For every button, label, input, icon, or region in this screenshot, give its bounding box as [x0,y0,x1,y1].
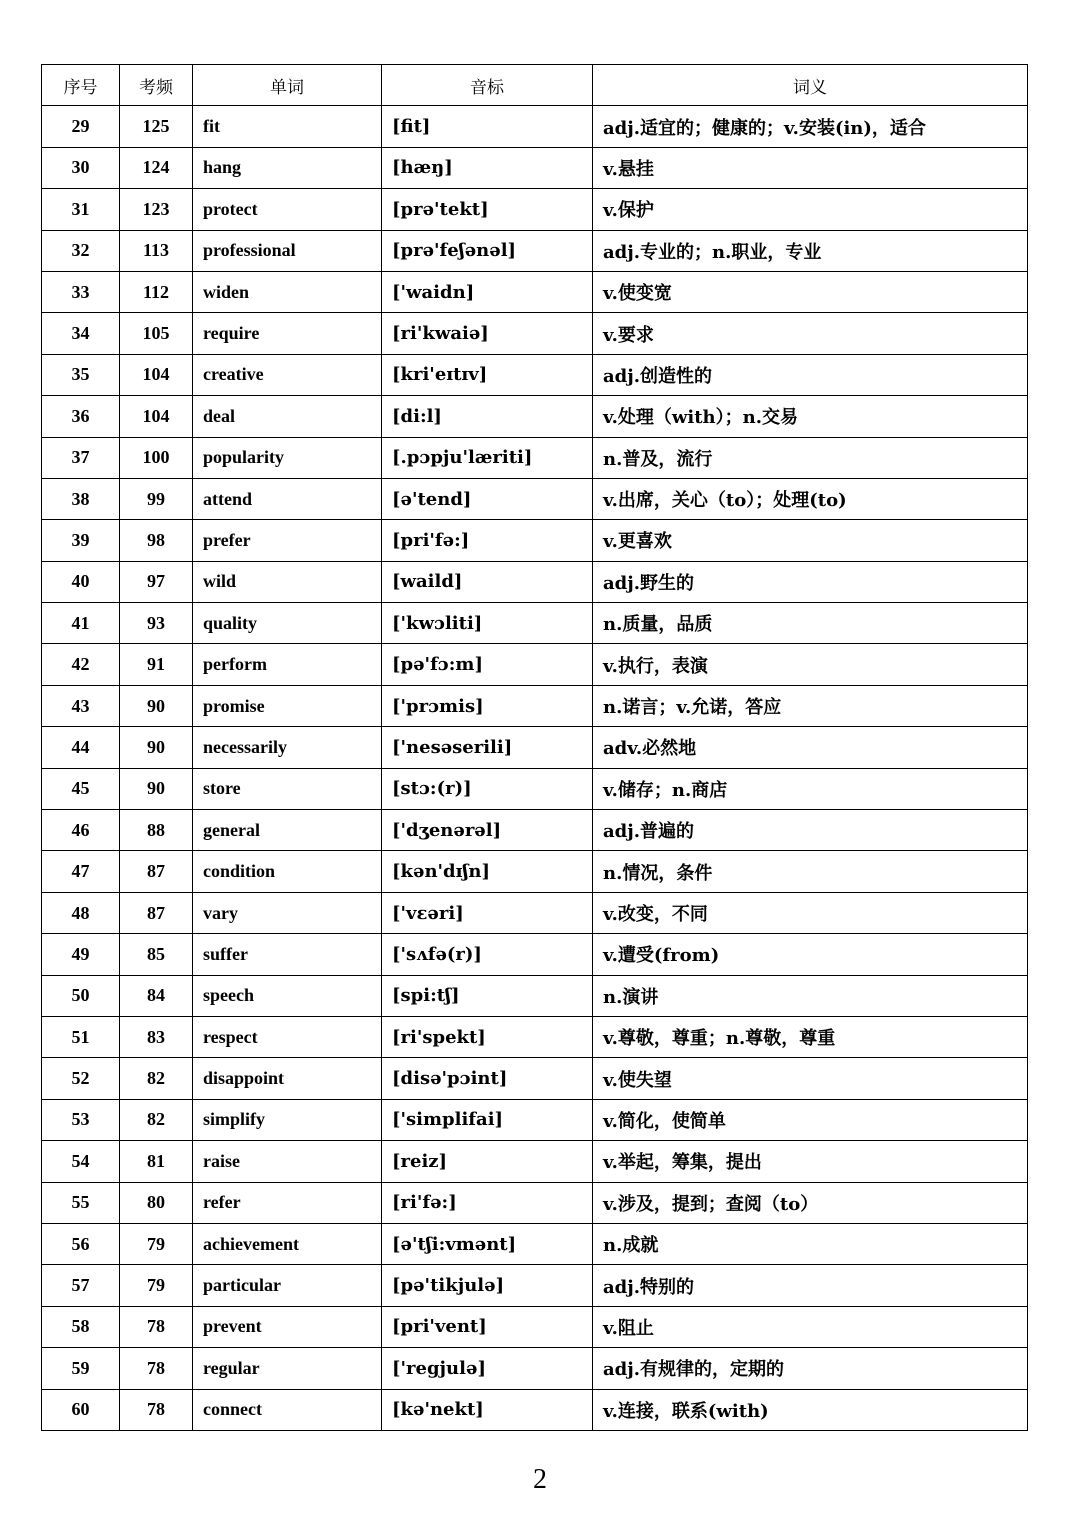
table-row [42,313,1028,354]
cell-word: store [193,768,382,809]
cell-frequency: 90 [120,727,193,768]
cell-meaning: v.执行，表演 [593,644,1028,685]
table-row [42,975,1028,1016]
cell-index: 45 [42,768,120,809]
cell-index: 43 [42,685,120,726]
cell-word: creative [193,354,382,395]
cell-meaning: v.要求 [593,313,1028,354]
table-row [42,603,1028,644]
cell-phonetic: ['simplifai] [382,1099,593,1140]
cell-phonetic: ['nesəserili] [382,727,593,768]
cell-meaning: v.涉及，提到；查阅（to） [593,1182,1028,1223]
cell-word: necessarily [193,727,382,768]
cell-index: 53 [42,1099,120,1140]
table-row [42,1223,1028,1264]
cell-frequency: 83 [120,1016,193,1057]
table-row [42,106,1028,147]
cell-meaning: n.演讲 [593,975,1028,1016]
cell-word: speech [193,975,382,1016]
cell-word: regular [193,1348,382,1389]
cell-word: simplify [193,1099,382,1140]
table-row [42,1099,1028,1140]
cell-index: 59 [42,1348,120,1389]
cell-meaning: adj.适宜的；健康的；v.安装(in)，适合 [593,106,1028,147]
cell-word: condition [193,851,382,892]
cell-meaning: n.成就 [593,1223,1028,1264]
cell-phonetic: ['regjulə] [382,1348,593,1389]
cell-frequency: 84 [120,975,193,1016]
cell-meaning: v.处理（with）；n.交易 [593,396,1028,437]
table-row [42,685,1028,726]
table-row [42,1265,1028,1306]
cell-meaning: v.尊敬，尊重；n.尊敬，尊重 [593,1016,1028,1057]
cell-meaning: n.诺言；v.允诺，答应 [593,685,1028,726]
cell-index: 31 [42,189,120,230]
cell-word: particular [193,1265,382,1306]
table-row [42,396,1028,437]
cell-index: 58 [42,1306,120,1347]
cell-meaning: v.使变宽 [593,271,1028,312]
cell-phonetic: [hæŋ] [382,147,593,188]
cell-index: 37 [42,437,120,478]
table-row [42,1182,1028,1223]
cell-meaning: adj.专业的；n.职业，专业 [593,230,1028,271]
cell-frequency: 78 [120,1306,193,1347]
table-row [42,644,1028,685]
table-row [42,1389,1028,1430]
cell-phonetic: [pri'vent] [382,1306,593,1347]
cell-phonetic: [ə'tʃi:vmənt] [382,1223,593,1264]
table-row [42,727,1028,768]
cell-word: prevent [193,1306,382,1347]
table-row [42,1058,1028,1099]
cell-meaning: v.更喜欢 [593,520,1028,561]
cell-phonetic: [stɔ:(r)] [382,768,593,809]
table-row [42,768,1028,809]
table-row [42,520,1028,561]
table-row [42,478,1028,519]
cell-index: 47 [42,851,120,892]
cell-frequency: 112 [120,271,193,312]
cell-frequency: 79 [120,1265,193,1306]
cell-meaning: adj.特别的 [593,1265,1028,1306]
cell-phonetic: ['dʒenərəl] [382,810,593,851]
cell-meaning: v.保护 [593,189,1028,230]
cell-meaning: v.阻止 [593,1306,1028,1347]
cell-meaning: n.质量，品质 [593,603,1028,644]
cell-frequency: 78 [120,1389,193,1430]
cell-index: 57 [42,1265,120,1306]
cell-phonetic: [ri'kwaiə] [382,313,593,354]
cell-meaning: v.储存；n.商店 [593,768,1028,809]
cell-word: deal [193,396,382,437]
header-frequency: 考频 [120,65,193,106]
cell-word: perform [193,644,382,685]
cell-phonetic: [pə'fɔ:m] [382,644,593,685]
cell-frequency: 104 [120,354,193,395]
cell-word: quality [193,603,382,644]
cell-phonetic: [ə'tend] [382,478,593,519]
cell-phonetic: [reiz] [382,1141,593,1182]
cell-frequency: 123 [120,189,193,230]
header-word: 单词 [193,65,382,106]
cell-phonetic: ['kwɔliti] [382,603,593,644]
cell-frequency: 104 [120,396,193,437]
cell-frequency: 87 [120,851,193,892]
cell-index: 30 [42,147,120,188]
table-header-row [42,65,1028,106]
table-row [42,934,1028,975]
cell-word: general [193,810,382,851]
table-row [42,354,1028,395]
cell-index: 36 [42,396,120,437]
cell-frequency: 113 [120,230,193,271]
cell-phonetic: [di:l] [382,396,593,437]
cell-meaning: v.改变，不同 [593,892,1028,933]
cell-index: 60 [42,1389,120,1430]
header-meaning: 词义 [593,65,1028,106]
cell-frequency: 82 [120,1058,193,1099]
cell-index: 49 [42,934,120,975]
cell-meaning: adj.有规律的，定期的 [593,1348,1028,1389]
cell-index: 41 [42,603,120,644]
cell-frequency: 105 [120,313,193,354]
cell-phonetic: [.pɔpju'læriti] [382,437,593,478]
cell-index: 46 [42,810,120,851]
cell-frequency: 90 [120,768,193,809]
cell-frequency: 82 [120,1099,193,1140]
cell-meaning: v.出席，关心（to）；处理(to) [593,478,1028,519]
cell-index: 34 [42,313,120,354]
cell-phonetic: [prə'tekt] [382,189,593,230]
table-row [42,851,1028,892]
cell-index: 33 [42,271,120,312]
cell-word: connect [193,1389,382,1430]
cell-word: disappoint [193,1058,382,1099]
cell-word: require [193,313,382,354]
cell-word: widen [193,271,382,312]
cell-phonetic: [pri'fə:] [382,520,593,561]
page-number: 2 [533,1464,547,1495]
cell-meaning: v.悬挂 [593,147,1028,188]
cell-word: respect [193,1016,382,1057]
table-row [42,1016,1028,1057]
cell-phonetic: [kri'eɪtɪv] [382,354,593,395]
table-row [42,1141,1028,1182]
cell-phonetic: [ri'spekt] [382,1016,593,1057]
cell-word: raise [193,1141,382,1182]
cell-phonetic: ['waidn] [382,271,593,312]
cell-word: refer [193,1182,382,1223]
cell-frequency: 81 [120,1141,193,1182]
cell-word: protect [193,189,382,230]
cell-frequency: 97 [120,561,193,602]
cell-word: promise [193,685,382,726]
cell-word: hang [193,147,382,188]
table-row [42,271,1028,312]
cell-frequency: 79 [120,1223,193,1264]
cell-word: professional [193,230,382,271]
table-body [42,106,1028,1431]
table-row [42,230,1028,271]
cell-frequency: 78 [120,1348,193,1389]
cell-phonetic: [disə'pɔint] [382,1058,593,1099]
cell-meaning: v.简化，使简单 [593,1099,1028,1140]
cell-meaning: adj.野生的 [593,561,1028,602]
cell-meaning: adj.普遍的 [593,810,1028,851]
cell-frequency: 85 [120,934,193,975]
cell-index: 55 [42,1182,120,1223]
cell-frequency: 93 [120,603,193,644]
cell-frequency: 98 [120,520,193,561]
cell-index: 50 [42,975,120,1016]
cell-index: 48 [42,892,120,933]
cell-index: 38 [42,478,120,519]
cell-index: 54 [42,1141,120,1182]
cell-word: prefer [193,520,382,561]
cell-frequency: 90 [120,685,193,726]
cell-index: 29 [42,106,120,147]
table-row [42,561,1028,602]
cell-phonetic: [kən'dɪʃn] [382,851,593,892]
cell-phonetic: [ri'fə:] [382,1182,593,1223]
cell-meaning: adv.必然地 [593,727,1028,768]
cell-meaning: v.使失望 [593,1058,1028,1099]
cell-meaning: n.普及，流行 [593,437,1028,478]
cell-word: fit [193,106,382,147]
cell-frequency: 87 [120,892,193,933]
cell-meaning: n.情况，条件 [593,851,1028,892]
cell-meaning: adj.创造性的 [593,354,1028,395]
cell-index: 39 [42,520,120,561]
cell-word: wild [193,561,382,602]
header-index: 序号 [42,65,120,106]
table-row [42,437,1028,478]
cell-index: 44 [42,727,120,768]
cell-phonetic: [prə'feʃənəl] [382,230,593,271]
cell-word: attend [193,478,382,519]
cell-frequency: 100 [120,437,193,478]
cell-meaning: v.连接，联系(with) [593,1389,1028,1430]
cell-index: 32 [42,230,120,271]
table-row [42,810,1028,851]
cell-phonetic: [spi:tʃ] [382,975,593,1016]
cell-index: 56 [42,1223,120,1264]
cell-phonetic: [kə'nekt] [382,1389,593,1430]
cell-frequency: 99 [120,478,193,519]
cell-meaning: v.举起，筹集，提出 [593,1141,1028,1182]
cell-word: vary [193,892,382,933]
header-phonetic: 音标 [382,65,593,106]
cell-phonetic: [pə'tikjulə] [382,1265,593,1306]
table-row [42,147,1028,188]
cell-index: 52 [42,1058,120,1099]
cell-frequency: 80 [120,1182,193,1223]
cell-index: 42 [42,644,120,685]
cell-word: achievement [193,1223,382,1264]
table-row [42,189,1028,230]
cell-word: popularity [193,437,382,478]
cell-index: 40 [42,561,120,602]
vocabulary-table [41,64,1028,1431]
cell-frequency: 88 [120,810,193,851]
cell-word: suffer [193,934,382,975]
cell-phonetic: ['prɔmis] [382,685,593,726]
cell-frequency: 91 [120,644,193,685]
table-row [42,892,1028,933]
cell-meaning: v.遭受(from) [593,934,1028,975]
table-row [42,1348,1028,1389]
cell-phonetic: ['vɛəri] [382,892,593,933]
cell-phonetic: [waild] [382,561,593,602]
table-row [42,1306,1028,1347]
cell-index: 51 [42,1016,120,1057]
cell-index: 35 [42,354,120,395]
cell-frequency: 124 [120,147,193,188]
cell-frequency: 125 [120,106,193,147]
cell-phonetic: [fit] [382,106,593,147]
cell-phonetic: ['sʌfə(r)] [382,934,593,975]
